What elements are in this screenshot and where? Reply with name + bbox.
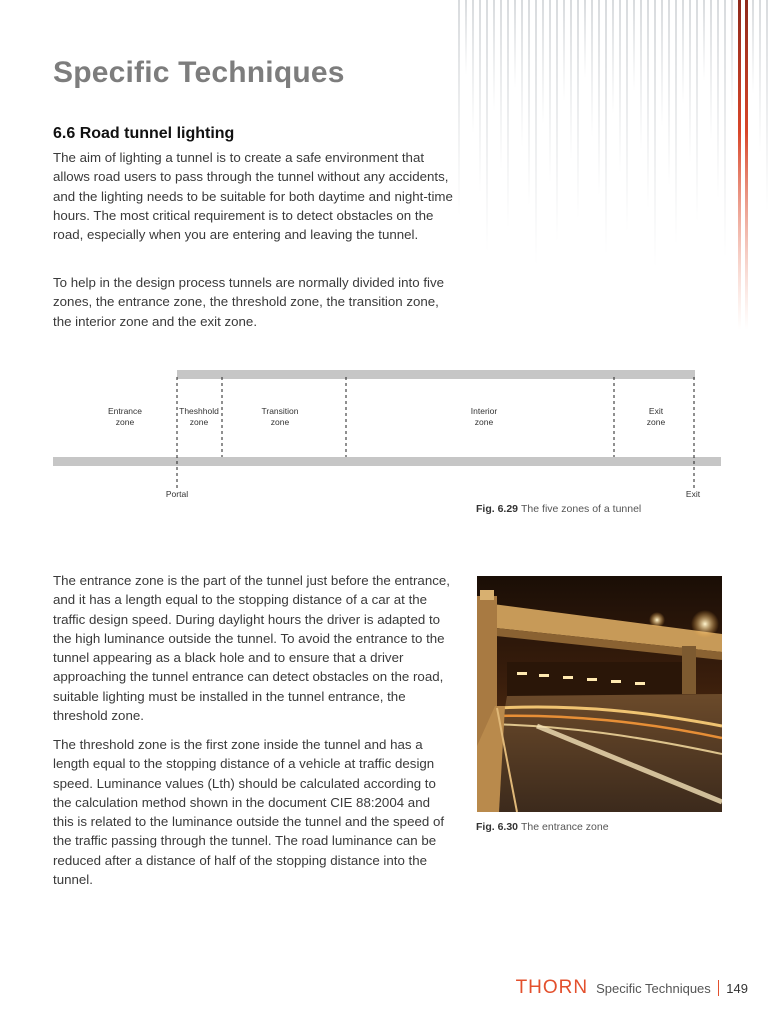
zone-label-threshold-2: zone: [189, 417, 209, 427]
tunnel-zones-diagram: [0, 360, 768, 520]
stripe-line: [458, 0, 460, 216]
stripe-line: [661, 0, 663, 127]
zone-label-interior-1: Interior: [470, 406, 498, 416]
zone-label-transition-2: zone: [270, 417, 290, 427]
zone-label-entrance-1: Entrance: [107, 406, 143, 416]
stripe-line: [570, 0, 572, 160]
stripe-line: [689, 0, 691, 163]
stripe-line: [633, 0, 635, 91]
zone-label-threshold-1: Theshhold: [179, 406, 219, 416]
figure-caption-6-29: [476, 503, 641, 515]
stripe-line: [577, 0, 579, 219]
zone-label-entrance-2: zone: [115, 417, 135, 427]
paragraph-threshold-zone: The threshold zone is the first zone inside the tunnel and has a length equal to the stopping distance of a vehicle at traffic design speed. Luminance values (Lth) should be calculated according to the calculation method shown in the document CIE 88:2004 and this is related to the luminance outside the tunnel and the speed of the traffic passing through the tunnel. The road luminance can be reduced after a distance of half of the stopping distance into the tunnel.: [53, 737, 445, 888]
tunnel-entrance-photo: [477, 576, 722, 812]
stripe-line: [584, 0, 586, 78]
road-bar: [53, 457, 721, 466]
stripe-line: [591, 0, 593, 137]
figure-caption-text: The entrance zone: [521, 821, 609, 833]
page-footer: [516, 977, 748, 999]
stripe-line: [549, 0, 551, 183]
tunnel-ceiling-bar: [177, 370, 695, 379]
stripe-line: [682, 0, 684, 104]
stripe-line: [675, 0, 677, 245]
section-heading: 6.6 Road tunnel lighting: [53, 125, 235, 142]
stripe-line: [654, 0, 656, 268]
stripe-line: [479, 0, 481, 193]
stripe-line: [465, 0, 467, 75]
page-title: Specific Techniques: [53, 56, 345, 89]
stripe-line: [612, 0, 614, 114]
exit-label: Exit: [685, 489, 701, 499]
stripe-line: [556, 0, 558, 242]
stripe-line: [752, 0, 754, 94]
portal-label: Portal: [165, 489, 189, 499]
page-number: 149: [726, 981, 748, 996]
stripe-line: [724, 0, 726, 258]
paragraph-intro: The aim of lighting a tunnel is to create a safe environment that allows road users to pass through the tunnel without any accidents, and the lighting needs to be suitable for both daytime and night-time hours. The most critical requirement is to detect obstacles on the road, especially when you are entering and leaving the tunnel.: [53, 150, 453, 243]
zone-label-transition-1: Transition: [261, 406, 299, 416]
stripe-line: [745, 0, 748, 330]
stripe-line: [598, 0, 600, 196]
zone-label-interior-2: zone: [474, 417, 494, 427]
stripe-line: [563, 0, 565, 101]
zone-label-exit-1: Exit: [648, 406, 664, 416]
stripe-line: [472, 0, 474, 134]
stripe-line: [759, 0, 761, 153]
zone-label-exit-2: zone: [646, 417, 666, 427]
stripe-line: [535, 0, 537, 265]
stripe-line: [500, 0, 502, 170]
paragraph-entrance-zone: The entrance zone is the part of the tunnel just before the entrance, and it has a length equal to the stopping distance of a car at the traffic design speed. During daylight hours the driver is adapted to the high luminance outside the tunnel. To avoid the entrance to the tunnel appearing as a black hole and to ensure that a driver approaching the tunnel entrance can detect obstacles on the road, suitable lighting must be installed in the tunnel entrance, the threshold zone.: [53, 573, 450, 724]
stripe-line: [507, 0, 509, 229]
stripe-line: [668, 0, 670, 186]
figure-number: Fig. 6.29: [476, 503, 519, 515]
figure-caption-6-30: [476, 821, 609, 833]
stripe-line: [703, 0, 705, 81]
stripe-line: [626, 0, 628, 232]
figure-caption-text: The five zones of a tunnel: [521, 503, 642, 515]
stripe-line: [486, 0, 488, 252]
stripe-line: [647, 0, 649, 209]
stripe-line: [731, 0, 733, 117]
footer-separator: [718, 980, 720, 996]
stripe-line: [493, 0, 495, 111]
stripe-line: [542, 0, 544, 124]
stripe-line: [696, 0, 698, 222]
paragraph-zones: To help in the design process tunnels are normally divided into five zones, the entrance zone, the threshold zone, the transition zone, the interior zone and the exit zone.: [53, 275, 445, 329]
stripe-line: [521, 0, 523, 147]
stripe-line: [514, 0, 516, 88]
footer-section-title: Specific Techniques: [596, 981, 711, 996]
stripe-line: [528, 0, 530, 206]
stripe-line: [605, 0, 607, 255]
brand-logo-text: THORN: [515, 977, 589, 998]
stripe-line: [619, 0, 621, 173]
stripe-line: [710, 0, 712, 140]
stripe-line: [717, 0, 719, 199]
stripe-line: [738, 0, 741, 330]
figure-number: Fig. 6.30: [476, 821, 519, 833]
stripe-line: [640, 0, 642, 150]
